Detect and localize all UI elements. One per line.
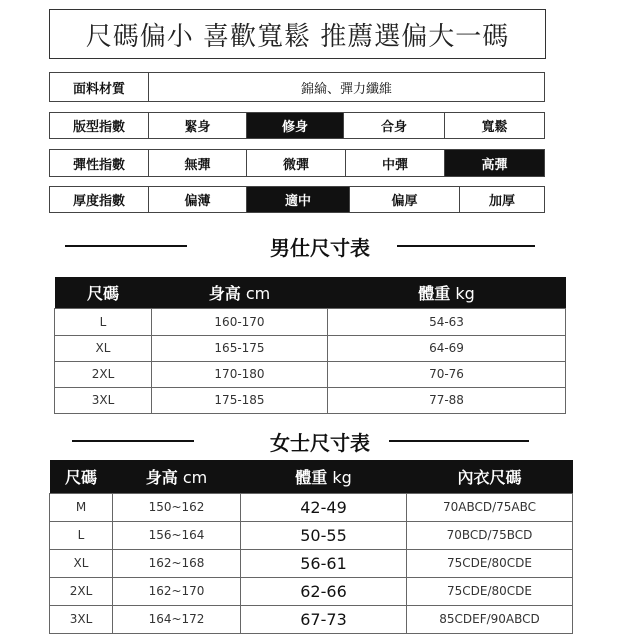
women-size-chart-title: 女士尺寸表 (270, 431, 370, 455)
table-row (50, 605, 573, 633)
women-cell-size: L (50, 521, 113, 549)
fit-option: 緊身 (149, 113, 247, 138)
table-row (50, 577, 573, 605)
elasticity-row (49, 149, 545, 177)
fit-row (49, 112, 545, 139)
women-cell-height: 162~170 (113, 577, 241, 605)
women-cell-height: 150~162 (113, 493, 241, 521)
women-cell-size: XL (50, 549, 113, 577)
men-cell-weight: 70-76 (328, 361, 566, 387)
elasticity-option: 無彈 (149, 150, 247, 176)
men-title-rule-right (397, 245, 535, 247)
women-cell-height: 164~172 (113, 605, 241, 633)
women-header-height: 身高 cm (113, 460, 241, 493)
women-cell-bra-size: 75CDE/80CDE (407, 549, 573, 577)
women-header-size: 尺碼 (50, 460, 113, 493)
women-cell-bra-size: 75CDE/80CDE (407, 577, 573, 605)
thickness-label: 厚度指數 (50, 187, 149, 212)
thickness-option: 適中 (247, 187, 350, 212)
women-cell-weight: 50-55 (241, 521, 407, 549)
fabric-label: 面料材質 (50, 73, 149, 101)
men-header-size: 尺碼 (55, 277, 152, 308)
thickness-option: 加厚 (488, 194, 515, 209)
men-header-height: 身高 cm (152, 277, 328, 308)
women-cell-bra-size: 70ABCD/75ABC (407, 493, 573, 521)
women-cell-weight: 42-49 (241, 493, 407, 521)
women-cell-weight: 67-73 (241, 605, 407, 633)
men-cell-height: 170-180 (152, 361, 328, 387)
fit-option: 修身 (247, 113, 344, 138)
women-cell-weight: 62-66 (241, 577, 407, 605)
fabric-row (49, 72, 545, 102)
women-cell-height: 162~168 (113, 549, 241, 577)
women-cell-bra-size: 85CDEF/90ABCD (407, 605, 573, 633)
men-size-chart-title: 男仕尺寸表 (270, 236, 370, 260)
women-cell-weight: 56-61 (241, 549, 407, 577)
men-cell-height: 160-170 (152, 308, 328, 335)
men-cell-weight: 54-63 (328, 308, 566, 335)
elasticity-option: 高彈 (445, 150, 544, 176)
fabric-value: 錦綸、彈力纖維 (300, 81, 392, 97)
men-cell-height: 165-175 (152, 335, 328, 361)
women-cell-size: 2XL (50, 577, 113, 605)
men-cell-weight: 64-69 (328, 335, 566, 361)
women-header-row (50, 460, 573, 493)
table-row (55, 335, 566, 361)
fit-option: 合身 (344, 113, 445, 138)
men-cell-height: 175-185 (152, 387, 328, 413)
fit-option: 寬鬆 (481, 120, 508, 135)
table-row (50, 521, 573, 549)
table-row (50, 493, 573, 521)
thickness-option: 偏厚 (350, 187, 460, 212)
men-header-weight: 體重 kg (328, 277, 566, 308)
elasticity-option: 微彈 (247, 150, 346, 176)
men-cell-size: L (55, 308, 152, 335)
table-row (55, 308, 566, 335)
men-cell-size: XL (55, 335, 152, 361)
table-row (55, 361, 566, 387)
men-size-table (54, 277, 566, 414)
women-cell-height: 156~164 (113, 521, 241, 549)
women-cell-size: 3XL (50, 605, 113, 633)
women-title-rule-right (389, 440, 529, 442)
elasticity-option: 中彈 (346, 150, 445, 176)
women-header-weight: 體重 kg (241, 460, 407, 493)
promo-banner: 尺碼偏小 喜歡寬鬆 推薦選偏大一碼 (49, 9, 546, 59)
fit-label: 版型指數 (50, 113, 149, 138)
elasticity-label: 彈性指數 (50, 150, 149, 176)
table-row (50, 549, 573, 577)
women-cell-bra-size: 70BCD/75BCD (407, 521, 573, 549)
women-size-table (49, 460, 573, 634)
men-cell-size: 3XL (55, 387, 152, 413)
women-header-bra-size: 內衣尺碼 (407, 460, 573, 493)
thickness-row (49, 186, 545, 213)
thickness-option: 偏薄 (149, 187, 247, 212)
men-header-row (55, 277, 566, 308)
men-cell-weight: 77-88 (328, 387, 566, 413)
women-cell-size: M (50, 493, 113, 521)
men-cell-size: 2XL (55, 361, 152, 387)
table-row (55, 387, 566, 413)
